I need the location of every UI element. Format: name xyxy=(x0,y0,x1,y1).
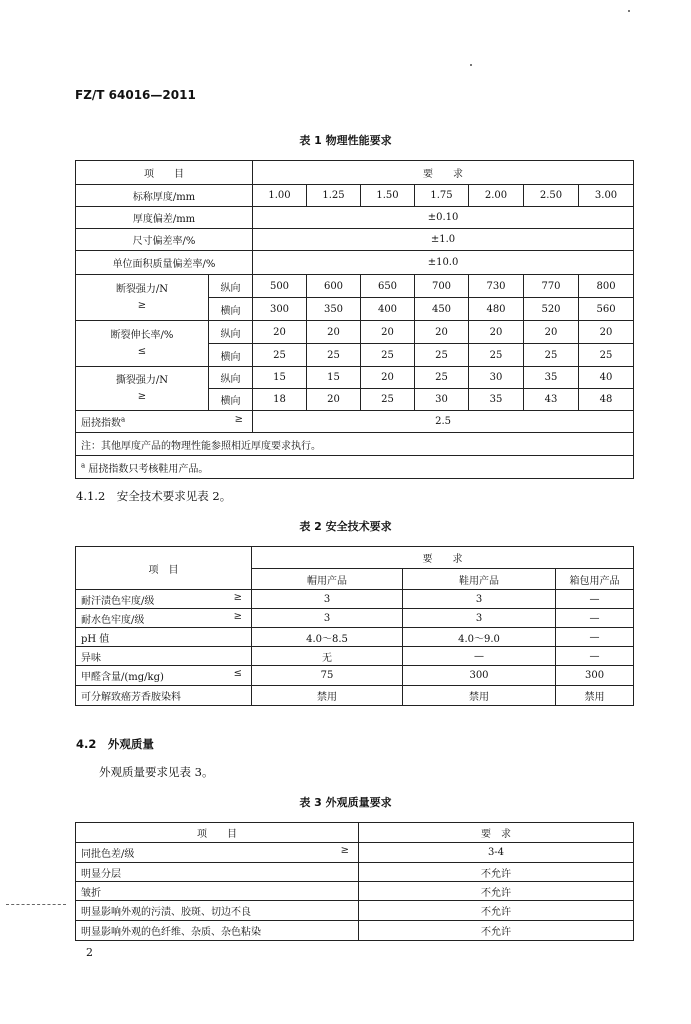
thickness-dev-value: ±0.10 xyxy=(253,207,634,229)
cell: 25 xyxy=(524,344,579,367)
physical-properties-table xyxy=(75,160,634,479)
cell: 20 xyxy=(524,321,579,344)
direction-label: 横向 xyxy=(209,389,253,411)
cell: 25 xyxy=(415,367,469,389)
footnote-text: 屈挠指数只考核鞋用产品。 xyxy=(88,463,209,475)
cell: 4.0～8.5 xyxy=(252,628,403,647)
direction-label: 纵向 xyxy=(209,275,253,298)
cell: — xyxy=(556,647,634,666)
row-label xyxy=(76,590,252,609)
row-label xyxy=(76,882,359,901)
elongation-op: ≤ xyxy=(137,345,147,357)
cell: 730 xyxy=(469,275,524,298)
break-strength-name: 断裂强力/N xyxy=(115,283,169,295)
mass-dev-value: ±10.0 xyxy=(253,251,634,275)
row-op: ≥ xyxy=(233,591,242,603)
col-shoe-products: 鞋用产品 xyxy=(403,569,556,590)
table1-caption: 表 1 物理性能要求 xyxy=(299,134,392,147)
cell: — xyxy=(556,590,634,609)
cell: 20 xyxy=(253,321,307,344)
cell: 400 xyxy=(361,298,415,321)
page-number: 2 xyxy=(86,946,93,959)
direction-label: 横向 xyxy=(209,344,253,367)
flex-name: 屈挠指数 xyxy=(81,418,121,429)
cell: 500 xyxy=(253,275,307,298)
cell: 75 xyxy=(252,666,403,686)
row-label-text: 耐汗渍色牢度/级 xyxy=(81,595,155,607)
cell: 30 xyxy=(415,389,469,411)
flex-footnote-mark: a xyxy=(121,415,126,424)
cell: 350 xyxy=(307,298,361,321)
table3-caption: 表 3 外观质量要求 xyxy=(299,796,392,809)
row-label xyxy=(76,609,252,628)
size-dev-value: ±1.0 xyxy=(253,229,634,251)
cell: 3-4 xyxy=(359,843,634,863)
cell: 650 xyxy=(361,275,415,298)
cell: 35 xyxy=(469,389,524,411)
thickness-value: 3.00 xyxy=(579,185,634,207)
cell: 20 xyxy=(415,321,469,344)
cell: 不允许 xyxy=(359,901,634,921)
row-label-text: 异味 xyxy=(81,652,101,664)
row-label-text: 明显分层 xyxy=(81,868,121,880)
cell: 4.0～9.0 xyxy=(403,628,556,647)
row-label xyxy=(76,628,252,647)
scan-dashes xyxy=(6,904,66,905)
para-4-1-2: 4.1.2 安全技术要求见表 2。 xyxy=(76,489,232,503)
thickness-value: 1.00 xyxy=(253,185,307,207)
scan-speck xyxy=(628,10,630,12)
cell: 40 xyxy=(579,367,634,389)
mass-dev-label: 单位面积质量偏差率/% xyxy=(76,251,253,275)
cell: 300 xyxy=(556,666,634,686)
row-label-text: 同批色差/级 xyxy=(81,849,135,860)
cell: 25 xyxy=(469,344,524,367)
tear-strength-name: 撕裂强力/N xyxy=(115,374,169,386)
cell: 25 xyxy=(415,344,469,367)
cell: — xyxy=(556,609,634,628)
row-label-text: 明显影响外观的污渍、胶斑、切边不良 xyxy=(81,907,251,918)
row-label-text: 可分解致癌芳香胺染料 xyxy=(81,692,181,703)
table3-head-req: 要 求 xyxy=(359,823,634,843)
cell: 20 xyxy=(307,389,361,411)
cell: 520 xyxy=(524,298,579,321)
break-strength-op: ≥ xyxy=(137,299,147,311)
row-label-text: pH 值 xyxy=(81,633,110,645)
row-label xyxy=(76,686,252,706)
elongation-name: 断裂伸长率/% xyxy=(110,329,174,341)
row-op: ≥ xyxy=(233,610,242,622)
cell: 20 xyxy=(469,321,524,344)
cell: 无 xyxy=(252,647,403,666)
thickness-value: 1.50 xyxy=(361,185,415,207)
direction-label: 纵向 xyxy=(209,321,253,344)
cell: 3 xyxy=(403,590,556,609)
cell: 770 xyxy=(524,275,579,298)
cell: 3 xyxy=(403,609,556,628)
thickness-value: 2.00 xyxy=(469,185,524,207)
cell: 43 xyxy=(524,389,579,411)
table2-head-item: 项 目 xyxy=(76,547,252,590)
cell: 25 xyxy=(361,344,415,367)
flex-value: 2.5 xyxy=(253,411,634,433)
cell: 560 xyxy=(579,298,634,321)
table1-footnote xyxy=(76,456,634,479)
flex-op: ≥ xyxy=(234,414,243,425)
row-label-text: 耐水色牢度/级 xyxy=(81,614,145,626)
footnote-mark: a xyxy=(81,461,86,470)
row-label xyxy=(76,901,359,921)
cell: 20 xyxy=(361,367,415,389)
para-4-2: 外观质量要求见表 3。 xyxy=(99,765,214,779)
thickness-value: 2.50 xyxy=(524,185,579,207)
cell: 18 xyxy=(253,389,307,411)
break-strength-label xyxy=(76,275,209,321)
elongation-label xyxy=(76,321,209,367)
thickness-label: 标称厚度/mm xyxy=(76,185,253,207)
col-bag-products: 箱包用产品 xyxy=(556,569,634,590)
scan-speck xyxy=(470,64,472,66)
cell: 不允许 xyxy=(359,882,634,901)
cell: 3 xyxy=(252,590,403,609)
cell: 30 xyxy=(469,367,524,389)
direction-label: 横向 xyxy=(209,298,253,321)
cell: 3 xyxy=(252,609,403,628)
cell: — xyxy=(403,647,556,666)
size-dev-label: 尺寸偏差率/% xyxy=(76,229,253,251)
cell: — xyxy=(556,628,634,647)
cell: 800 xyxy=(579,275,634,298)
cell: 20 xyxy=(579,321,634,344)
table1-head-req: 要 求 xyxy=(253,161,634,185)
cell: 300 xyxy=(403,666,556,686)
table1-head-item: 项 目 xyxy=(76,161,253,185)
tear-strength-label xyxy=(76,367,209,411)
cell: 450 xyxy=(415,298,469,321)
cell: 15 xyxy=(253,367,307,389)
cell: 20 xyxy=(361,321,415,344)
cell: 禁用 xyxy=(252,686,403,706)
row-op: ≥ xyxy=(340,845,349,856)
row-label-text: 皱折 xyxy=(81,887,101,899)
table2-caption: 表 2 安全技术要求 xyxy=(299,520,392,533)
row-label xyxy=(76,921,359,941)
col-hat-products: 帽用产品 xyxy=(252,569,403,590)
flex-label xyxy=(76,411,253,433)
appearance-quality-table xyxy=(75,822,634,941)
section-4-2: 4.2 外观质量 xyxy=(76,737,154,751)
cell: 25 xyxy=(253,344,307,367)
table2-head-req: 要 求 xyxy=(252,547,634,569)
cell: 不允许 xyxy=(359,921,634,941)
cell: 禁用 xyxy=(556,686,634,706)
cell: 20 xyxy=(307,321,361,344)
cell: 25 xyxy=(307,344,361,367)
cell: 700 xyxy=(415,275,469,298)
thickness-dev-label: 厚度偏差/mm xyxy=(76,207,253,229)
cell: 禁用 xyxy=(403,686,556,706)
tear-strength-op: ≥ xyxy=(137,390,147,402)
row-label xyxy=(76,666,252,686)
cell: 300 xyxy=(253,298,307,321)
safety-requirements-table xyxy=(75,546,634,706)
row-op: ≤ xyxy=(233,668,242,679)
cell: 不允许 xyxy=(359,863,634,882)
thickness-value: 1.25 xyxy=(307,185,361,207)
cell: 35 xyxy=(524,367,579,389)
row-label xyxy=(76,647,252,666)
row-label-text: 甲醛含量/(mg/kg) xyxy=(81,672,164,683)
cell: 480 xyxy=(469,298,524,321)
row-label xyxy=(76,843,359,863)
table1-note: 注：其他厚度产品的物理性能参照相近厚度要求执行。 xyxy=(76,433,634,456)
cell: 25 xyxy=(361,389,415,411)
doc-code: FZ/T 64016—2011 xyxy=(75,88,196,102)
cell: 600 xyxy=(307,275,361,298)
row-label xyxy=(76,863,359,882)
cell: 48 xyxy=(579,389,634,411)
thickness-value: 1.75 xyxy=(415,185,469,207)
table3-head-item: 项 目 xyxy=(76,823,359,843)
cell: 25 xyxy=(579,344,634,367)
cell: 15 xyxy=(307,367,361,389)
direction-label: 纵向 xyxy=(209,367,253,389)
row-label-text: 明显影响外观的色纤维、杂质、杂色粘染 xyxy=(81,927,261,938)
